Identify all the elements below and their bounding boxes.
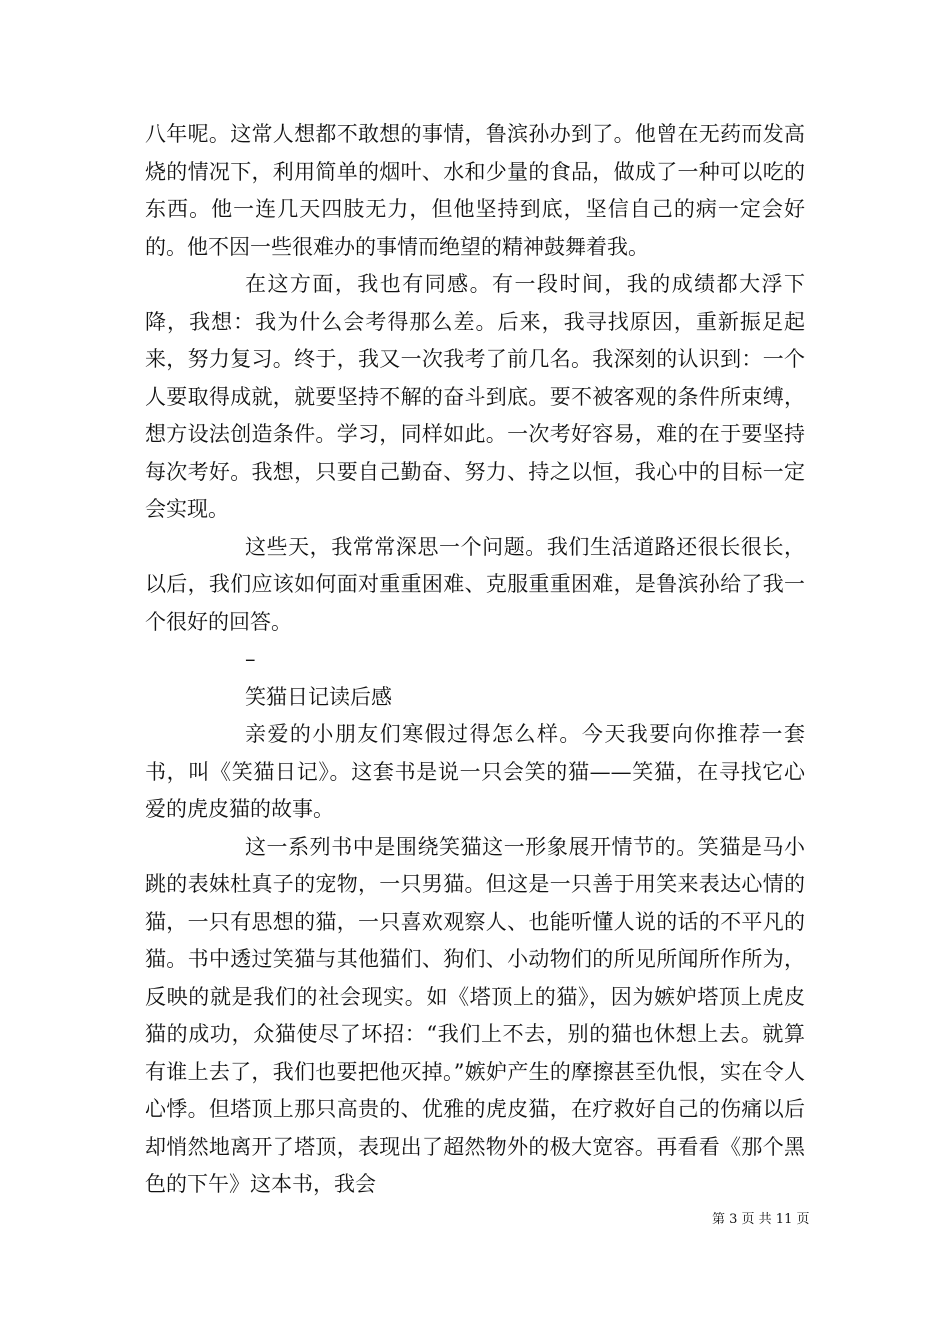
page-number-footer: 第 3 页 共 11 页 bbox=[712, 1212, 810, 1227]
paragraph: 这一系列书中是围绕笑猫这一形象展开情节的。笑猫是马小跳的表妹杜真子的宠物，一只男猫。但这是一只善于用笑来表达心情的猫，一只有思想的猫，一只喜欢观察人、也能听懂人说的话的不平凡的猫。书中透过笑猫与其他猫们、狗们、小动物们的所见所闻所作所为，反映的就是我们的社会现实。如《塔顶上的猫》，因为嫉妒塔顶上虎皮猫的成功，众猫使尽了坏招：“我们上不去，别的猫也休想上去。就算有谁上去了，我们也要把他灭掉。”嫉妒产生的摩擦甚至仇恨，实在令人心悸。但塔顶上那只高贵的、优雅的虎皮猫，在疗救好自己的伤痛以后却悄然地离开了塔顶，表现出了超然物外的极大宽容。再看看《那个黑色的下午》这本书，我会 bbox=[145, 834, 805, 1196]
paragraph: 亲爱的小朋友们寒假过得怎么样。今天我要向你推荐一套书，叫《笑猫日记》。这套书是说一只会笑的猫——笑猫，在寻找它心爱的虎皮猫的故事。 bbox=[145, 722, 805, 821]
paragraph: 在这方面，我也有同感。有一段时间，我的成绩都大浮下降，我想：我为什么会考得那么差。后来，我寻找原因，重新振足起来，努力复习。终于，我又一次我考了前几名。我深刻的认识到：一个人要取得成就，就要坚持不解的奋斗到底。要不被客观的条件所束缚，想方设法创造条件。学习，同样如此。一次考好容易，难的在于要坚持每次考好。我想，只要自己勤奋、努力、持之以恒，我心中的目标一定会实现。 bbox=[145, 272, 805, 521]
paragraph-continuation: 八年呢。这常人想都不敢想的事情，鲁滨孙办到了。他曾在无药而发高烧的情况下，利用简单的烟叶、水和少量的食品，做成了一种可以吃的东西。他一连几天四肢无力，但他坚持到底，坚信自己的病一定会好的。他不因一些很难办的事情而绝望的精神鼓舞着我。 bbox=[145, 122, 805, 259]
section-title: 笑猫日记读后感 bbox=[245, 684, 392, 709]
separator-dash: – bbox=[245, 647, 256, 671]
document-body bbox=[145, 116, 805, 1204]
paragraph: 这些天，我常常深思一个问题。我们生活道路还很长很长，以后，我们应该如何面对重重困难、克服重重困难，是鲁滨孙给了我一个很好的回答。 bbox=[145, 534, 805, 634]
